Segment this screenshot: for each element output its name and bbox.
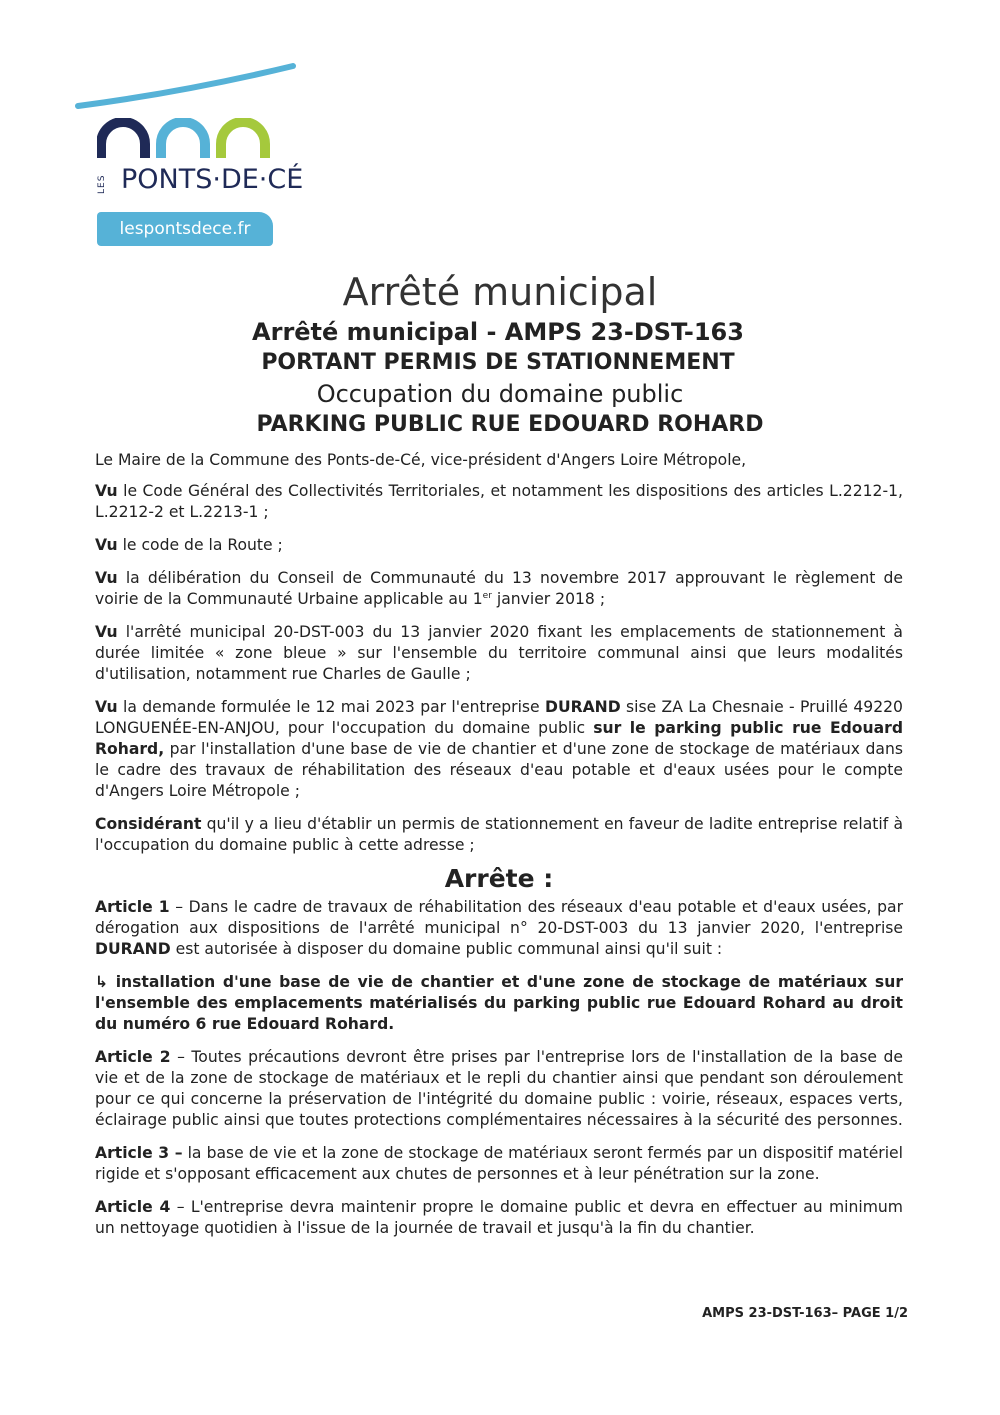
vu-paragraph-2 <box>95 535 903 556</box>
article-label: Article 4 <box>95 1198 171 1216</box>
article-text: est autorisée à disposer du domaine public communal ainsi qu'il suit : <box>170 940 723 958</box>
vu-text: janvier 2018 ; <box>491 590 606 608</box>
vu-label: Vu <box>95 482 118 500</box>
logo-url: lespontsdece.fr <box>97 212 273 246</box>
considerant-text: qu'il y a lieu d'établir un permis de stationnement en faveur de ladite entreprise relatif à l'occupation du domaine public à cette adresse ; <box>95 815 903 854</box>
arrete-heading: Arrête : <box>444 864 554 893</box>
company-name: DURAND <box>545 698 621 716</box>
vu-label: Vu <box>95 698 118 716</box>
article-4 <box>95 1197 903 1239</box>
article-bullet-text: installation d'une base de vie de chantier et d'une zone de stockage de matériaux sur l'ensemble des emplacements matérialisés du parking public rue Edouard Rohard au droit du numéro 6 rue Edouard Rohard. <box>95 973 904 1033</box>
vu-text: le Code Général des Collectivités Territoriales, et notamment les dispositions des articles L.2212-1, L.2212-2 et L.2213-1 ; <box>95 482 903 521</box>
vu-paragraph-4 <box>95 622 903 685</box>
vu-sup: er <box>482 590 492 601</box>
page-footer: AMPS 23-DST-163– PAGE 1/2 <box>702 1306 908 1321</box>
decree-location: PARKING PUBLIC RUE EDOUARD ROHARD <box>256 412 764 437</box>
vu-text: le code de la Route ; <box>122 536 283 554</box>
vu-paragraph-3 <box>95 568 903 610</box>
decree-subject: Occupation du domaine public <box>316 380 684 408</box>
decree-prefix: Arrêté municipal <box>252 318 479 346</box>
decree-reference: Arrêté municipal - AMPS 23-DST-163 <box>252 318 744 346</box>
article-label: Article 3 – <box>95 1144 183 1162</box>
decree-ref: AMPS 23-DST-163 <box>504 318 744 346</box>
considerant-paragraph <box>95 814 903 856</box>
page-title: Arrêté municipal <box>342 270 658 314</box>
logo-main-name: PONTS·DE·CÉ <box>121 164 304 195</box>
article-text: la base de vie et la zone de stockage de matériaux seront fermés par un dispositif matériel rigide et s'opposant efficacement aux chutes de personnes et à leur pénétration sur la zone. <box>95 1144 903 1183</box>
vu-text: la délibération du Conseil de Communauté du 13 novembre 2017 approuvant le règlement de voirie de la Communauté Urbaine applicable au 1 <box>95 569 903 608</box>
considerant-label: Considérant <box>95 815 202 833</box>
article-label: Article 1 <box>95 898 170 916</box>
hand-pointer-icon: ↳ <box>95 973 109 991</box>
article-text: – Toutes précautions devront être prises par l'entreprise lors de l'installation de la base de vie et de la zone de stockage de matériaux et le repli du chantier ainsi que pendant son déroulement pour ce qui concerne la préservation de l'intégrité du domaine public : voirie, réseaux, espaces verts, éclairage public ainsi que toutes protections complémentaires nécessaires à la sécurité des personnes. <box>95 1048 903 1129</box>
article-text: – Dans le cadre de travaux de réhabilitation des réseaux d'eau potable et d'eaux usées, par dérogation aux dispositions de l'arrêté municipal n° 20-DST-003 du 13 janvier 2020, l'entreprise <box>95 898 903 937</box>
vu-text: sise ZA La Chesnaie - Pruillé 49220 LONGUENÉE-EN-ANJOU, pour l'occupation du domaine public <box>95 698 903 737</box>
vu-text: l'arrêté municipal 20-DST-003 du 13 janvier 2020 fixant les emplacements de stationnement à durée limitée « zone bleue » sur l'ensemble du territoire communal ainsi que leurs modalités d'utilisation, notamment rue Charles de Gaulle ; <box>95 623 903 683</box>
logo-swoosh-icon <box>75 62 305 112</box>
company-name: DURAND <box>95 940 171 958</box>
vu-label: Vu <box>95 569 118 587</box>
article-text: – L'entreprise devra maintenir propre le domaine public et devra en effectuer au minimum un nettoyage quotidien à l'issue de la journée de travail et jusqu'à la fin du chantier. <box>95 1198 903 1237</box>
vu-location: sur le parking public rue Edouard Rohard, <box>95 719 903 758</box>
article-label: Article 2 <box>95 1048 171 1066</box>
vu-text: la demande formulée le 12 mai 2023 par l'entreprise <box>122 698 545 716</box>
decree-body <box>95 450 903 1251</box>
title-block <box>0 268 1000 440</box>
decree-object: PORTANT PERMIS DE STATIONNEMENT <box>261 350 735 375</box>
article-1-bullet <box>95 972 903 1035</box>
article-1 <box>95 897 903 960</box>
logo-arches-icon <box>97 118 277 160</box>
vu-paragraph-1 <box>95 481 903 523</box>
vu-text: par l'installation d'une base de vie de chantier et d'une zone de stockage de matériaux dans le cadre des travaux de réhabilitation des réseaux d'eau potable et d'eaux usées pour le compte d'Angers Loire Métropole ; <box>95 740 903 800</box>
vu-label: Vu <box>95 623 118 641</box>
article-2 <box>95 1047 903 1131</box>
intro-paragraph: Le Maire de la Commune des Ponts-de-Cé, vice-président d'Angers Loire Métropole, <box>95 451 747 469</box>
logo <box>75 62 305 252</box>
vu-paragraph-5 <box>95 697 903 802</box>
article-3 <box>95 1143 903 1185</box>
vu-label: Vu <box>95 536 118 554</box>
logo-les: LES <box>97 174 107 194</box>
